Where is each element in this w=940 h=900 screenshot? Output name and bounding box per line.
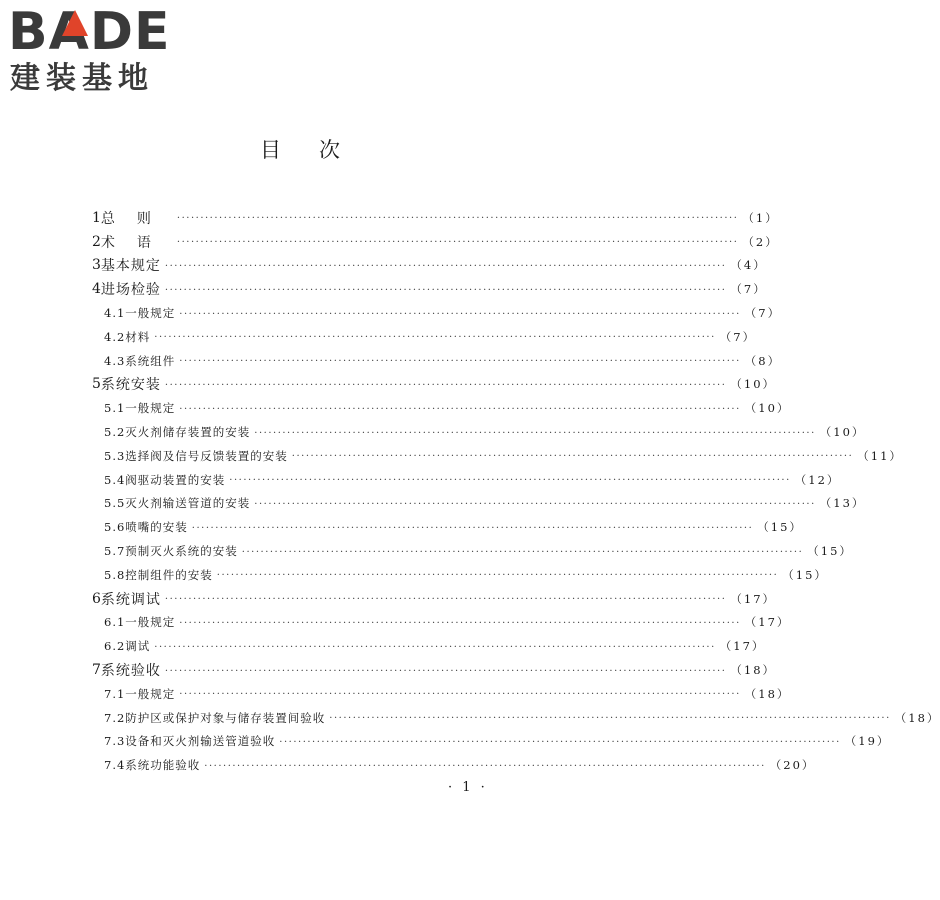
toc-entry-number: 4.3 (104, 353, 126, 368)
toc-entry[interactable] (88, 539, 853, 563)
toc-entry[interactable] (88, 254, 767, 278)
toc-entry[interactable] (88, 587, 777, 611)
toc-leader-dots: ························································································································ (191, 522, 754, 534)
toc-entry-page: （18） (894, 710, 940, 725)
toc-leader-dots: ························································································································ (179, 617, 741, 629)
toc-entry-number: 7 (92, 662, 101, 679)
logo-wordmark: BADE (8, 2, 171, 62)
toc-entry-page: （10） (744, 401, 791, 416)
toc-entry[interactable] (88, 444, 903, 468)
toc-entry-page: （17） (730, 591, 777, 606)
toc-leader-dots: ························································································································ (291, 451, 854, 463)
toc-leader-dots: ························································································································ (241, 546, 804, 558)
toc-entry-number: 7.3 (104, 734, 126, 749)
toc-entry-title: 设备和灭火剂输送管道验收 (125, 734, 276, 749)
toc-entry-title: 材料 (125, 329, 151, 344)
toc-entry-page: （18） (744, 686, 791, 701)
toc-entry[interactable] (88, 682, 791, 706)
page-number: · 1 · (448, 780, 488, 795)
toc-entry-page: （17） (744, 615, 791, 630)
toc-entry-title: 灭火剂储存装置的安装 (125, 425, 251, 440)
toc-entry-number: 2 (92, 233, 101, 250)
toc-entry[interactable] (88, 420, 866, 444)
toc-entry-page: （7） (730, 282, 767, 297)
toc-entry-page: （13） (819, 496, 866, 511)
toc-entry-number: 5.8 (104, 567, 126, 582)
toc-entry-title: 一般规定 (125, 401, 176, 416)
toc-leader-dots: ························································································································ (329, 713, 891, 725)
toc-entry-title: 一般规定 (125, 306, 176, 321)
toc-entry-number: 4.2 (104, 329, 126, 344)
toc-leader-dots: ························································································································ (279, 736, 841, 748)
toc-entry-page: （17） (719, 639, 766, 654)
toc-entry[interactable] (88, 206, 779, 230)
toc-leader-dots: ························································································································ (179, 403, 741, 415)
toc-entry-title: 系统组件 (125, 353, 176, 368)
toc-entry[interactable] (88, 753, 816, 777)
toc-leader-dots: ························································································································ (229, 475, 791, 487)
toc-leader-dots: ························································································································ (179, 689, 741, 701)
toc-entry-number: 6 (92, 590, 101, 607)
toc-entry-page: （15） (782, 567, 828, 582)
toc-entry-page: （12） (794, 472, 841, 487)
toc-leader-dots: ························································································································ (254, 498, 816, 510)
toc-entry-title: 灭火剂输送管道的安装 (125, 496, 251, 511)
bade-logo (8, 4, 178, 96)
toc-entry-title: 基本规定 (100, 258, 161, 275)
logo-triangle-icon (62, 10, 88, 36)
toc-entry[interactable] (88, 634, 766, 658)
toc-entry-page: （11） (857, 448, 903, 463)
toc-leader-dots: ························································································································ (176, 213, 739, 225)
toc-entry-number: 5 (92, 376, 101, 393)
toc-entry-page: （10） (819, 425, 866, 440)
toc-entry-number: 1 (92, 209, 101, 226)
toc-entry-number: 5.2 (104, 425, 126, 440)
toc-entry-number: 7.2 (104, 710, 126, 725)
toc-entry-page: （4） (730, 258, 767, 273)
toc-entry-number: 6.2 (104, 639, 126, 654)
toc-entry[interactable] (88, 563, 828, 587)
toc-entry-number: 4.1 (104, 306, 126, 321)
toc-entry-page: （10） (730, 377, 777, 392)
toc-entry-number: 5.3 (104, 448, 126, 463)
toc-entry-page: （20） (769, 758, 816, 773)
toc-entry-title: 进场检验 (100, 282, 161, 299)
toc-entry-title: 系统功能验收 (125, 758, 201, 773)
toc-entry[interactable] (88, 396, 791, 420)
toc-entry-title: 选择阀及信号反馈装置的安装 (125, 448, 288, 463)
toc-entry-number: 7.1 (104, 686, 126, 701)
toc-entry[interactable] (88, 730, 891, 754)
page-title: 目次 (260, 138, 378, 162)
toc-entry-number: 4 (92, 281, 101, 298)
toc-entry-number: 3 (92, 257, 101, 274)
toc-leader-dots: ························································································································ (164, 284, 727, 296)
toc-entry-title: 控制组件的安装 (125, 567, 213, 582)
toc-entry[interactable] (88, 349, 782, 373)
toc-entry[interactable] (88, 301, 782, 325)
toc-entry-number: 5.1 (104, 401, 126, 416)
toc-entry[interactable] (88, 277, 767, 301)
toc-entry-title: 防护区或保护对象与储存装置间验收 (125, 710, 326, 725)
logo-subtitle: 建装基地 (10, 61, 154, 96)
toc-entry[interactable] (88, 373, 777, 397)
toc-entry-title: 调试 (125, 639, 151, 654)
toc-leader-dots: ························································································································ (154, 641, 716, 653)
toc-leader-dots: ························································································································ (164, 594, 727, 606)
toc-leader-dots: ························································································································ (164, 260, 727, 272)
toc-entry-title: 系统验收 (100, 663, 161, 680)
toc-leader-dots: ························································································································ (154, 332, 716, 344)
toc-entry-title: 一般规定 (125, 615, 176, 630)
toc-entry-title: 系统安装 (100, 377, 161, 394)
toc-entry[interactable] (88, 611, 791, 635)
toc-entry[interactable] (88, 492, 866, 516)
toc-entry-title: 术语 (100, 234, 173, 251)
toc-entry-page: （8） (744, 353, 782, 368)
toc-entry[interactable] (88, 706, 940, 730)
toc-entry-page: （7） (719, 329, 757, 344)
toc-entry[interactable] (88, 468, 841, 492)
toc-entry-page: （18） (730, 663, 777, 678)
toc-entry-page: （15） (807, 544, 853, 559)
table-of-contents (88, 206, 940, 777)
toc-entry-page: （7） (744, 306, 782, 321)
toc-entry-number: 6.1 (104, 615, 126, 630)
toc-entry[interactable] (88, 658, 777, 682)
toc-entry[interactable] (88, 325, 757, 349)
toc-entry-number: 5.7 (104, 544, 126, 559)
toc-leader-dots: ························································································································ (204, 760, 766, 772)
toc-entry-title: 总则 (100, 210, 173, 227)
toc-leader-dots: ························································································································ (254, 427, 816, 439)
toc-entry-title: 预制灭火系统的安装 (125, 544, 238, 559)
toc-leader-dots: ························································································································ (179, 308, 741, 320)
toc-entry-page: （2） (742, 234, 779, 249)
toc-entry-page: （15） (757, 520, 803, 535)
toc-leader-dots: ························································································································ (164, 665, 727, 677)
toc-entry-number: 5.4 (104, 472, 126, 487)
toc-entry-number: 7.4 (104, 758, 126, 773)
toc-entry[interactable] (88, 515, 803, 539)
toc-entry-number: 5.6 (104, 520, 126, 535)
toc-leader-dots: ························································································································ (164, 379, 727, 391)
toc-entry-number: 5.5 (104, 496, 126, 511)
toc-entry-title: 喷嘴的安装 (125, 520, 188, 535)
toc-leader-dots: ························································································································ (216, 570, 779, 582)
toc-entry-page: （19） (844, 734, 891, 749)
toc-entry-title: 一般规定 (125, 686, 176, 701)
toc-leader-dots: ························································································································ (176, 237, 739, 249)
toc-entry-page: （1） (742, 210, 779, 225)
toc-entry[interactable] (88, 230, 779, 254)
toc-entry-title: 系统调试 (100, 591, 161, 608)
toc-leader-dots: ························································································································ (179, 356, 741, 368)
toc-entry-title: 阀驱动装置的安装 (125, 472, 226, 487)
